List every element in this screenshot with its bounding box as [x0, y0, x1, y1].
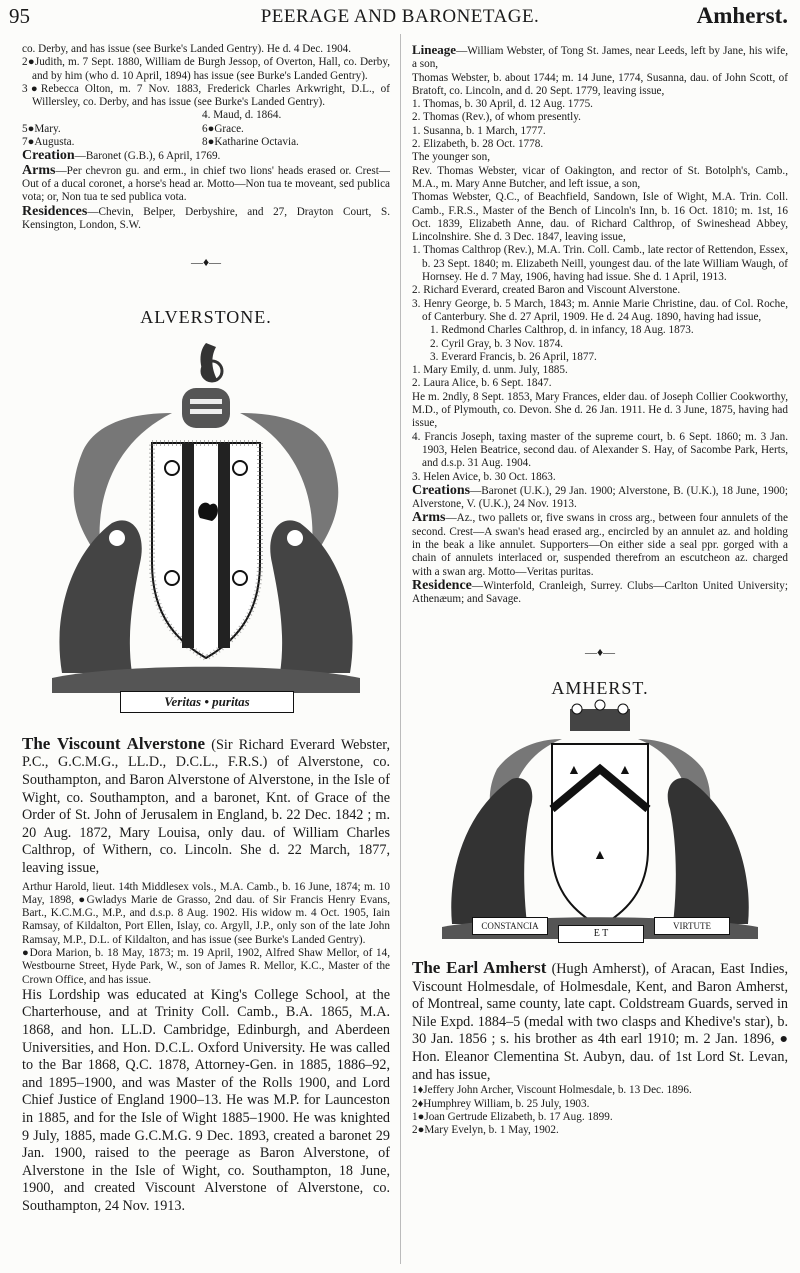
motto-scroll-center: [558, 925, 644, 943]
issue-entry: 1. Thomas, b. 30 April, d. 12 Aug. 1775.: [412, 98, 593, 111]
creations-line: [412, 484, 788, 512]
arms-label: Arms: [22, 162, 56, 178]
earl-name: The Earl Amherst: [412, 958, 547, 978]
issue-entry: 5●Mary.: [22, 122, 61, 135]
grandchild-entry: 2. Cyril Gray, b. 3 Nov. 1874.: [430, 337, 564, 350]
motto-scroll-left: [472, 917, 548, 935]
arms-line: [22, 164, 390, 205]
issue-entry: 6●Grace.: [202, 122, 244, 135]
intro-text: co. Derby, and has issue (see Burke's Landed Gentry). He d. 4 Dec. 1904.: [22, 43, 352, 55]
lineage-paragraph: Thomas Webster, Q.C., of Beachfield, Sandown, Isle of Wight, M.A. Trin. Coll. Camb., F.R.S., Master of the Bench of Lincoln's Inn, b. 16 Oct. 1810; m. 1st, 16 Oct. 1839, Elizabeth Anne, dau. of Richard Calthrop, of Swineshead Abbey, Lincolnshire. She d. 3 Dec. 1847, leaving issue,: [412, 191, 788, 244]
issue-entry: 2. Laura Alice, b. 6 Sept. 1847.: [412, 377, 552, 390]
earl-text: (Hugh Amherst), of Aracan, East Indies, Viscount Holmesdale, of Holmesdale, Kent, and Baron Amherst, of Montreal, same county, late capt. Coldstream Guards, served in Nile Expd. 1884–5 (medal with two clasps and Khedive's star), b. 30 Jan. 1856 ; s. his brother as 4th earl 1910; m. 2 Jan. 1896, ● Hon. Eleanor Clementina St. Aubyn, dau. of 1st Lord St. Levan, and has issue,: [412, 961, 788, 1083]
arms-text: —Per chevron gu. and erm., in chief two lions' heads erased or. Crest—Out of a ducal coronet, a horse's head ar. Motto—Non tua te moveant, sed publica vota; or, Non tua te sed publica vota.: [22, 164, 390, 204]
issue-entry: 1. Thomas Calthrop (Rev.), M.A. Trin. Coll. Camb., late rector of Rettendon, Essex, b. 23 Sept. 1840; m. Elizabeth Neill, youngest dau. of the late William Waugh, of Hornsey. He d. 7 May, 1906, having had issue. She d. 1 April, 1913.: [412, 244, 788, 284]
arms-label: Arms: [412, 510, 446, 526]
issue-entry: 2●Mary Evelyn, b. 1 May, 1902.: [412, 1124, 559, 1137]
coat-of-arms-image: [412, 699, 788, 959]
residences-line: [22, 205, 390, 233]
creations-text: —Baronet (U.K.), 29 Jan. 1900; Alverstone, B. (U.K.), 18 June, 1900; Alverstone, V. (U.K.), 24 Nov. 1913.: [412, 484, 788, 511]
motto-left-text: CONSTANCIA: [481, 921, 539, 932]
issue-entry: 1♦Jeffery John Archer, Viscount Holmesdale, b. 13 Dec. 1896.: [412, 1084, 692, 1097]
lineage-paragraph: He m. 2ndly, 8 Sept. 1853, Mary Frances, elder dau. of Joseph Collier Cookworthy, M.D., of Plymouth, co. Devon. She d. 26 Jan. 1911. He d. 3 June, 1875, having had issue,: [412, 390, 788, 430]
section-separator: —♦—: [584, 645, 616, 660]
viscount-name: The Viscount Alverstone: [22, 733, 205, 753]
issue-entry: 2. Richard Everard, created Baron and Viscount Alverstone.: [412, 284, 681, 297]
residence-label: Residence: [412, 577, 472, 593]
right-column: [412, 43, 788, 1137]
motto-right-text: VIRTUTE: [673, 921, 711, 932]
issue-entry: 4. Maud, d. 1864.: [202, 109, 282, 122]
lineage-paragraph: Thomas Webster, b. about 1744; m. 14 June, 1774, Susanna, dau. of John Scott, of Bratoft, co. Lincoln, and d. 20 Sept. 1779, leaving issue,: [412, 71, 788, 97]
issue-entry: 1. Susanna, b. 1 March, 1777.: [412, 124, 546, 137]
lineage-text: —William Webster, of Tong St. James, near Leeds, left by Jane, his wife, a son,: [412, 45, 788, 71]
creation-text: —Baronet (G.B.), 6 April, 1769.: [74, 150, 221, 163]
running-head: PEERAGE AND BARONETAGE.: [260, 6, 540, 27]
lineage-line: [412, 43, 788, 72]
issue-entry: 3. Henry George, b. 5 March, 1843; m. Annie Marie Christine, dau. of Col. Roche, of Canterbury. She d. 27 April, 1909. He d. 24 Aug. 1890, having had issue,: [412, 297, 788, 323]
issue-entry: Arthur Harold, lieut. 14th Middlesex vols., M.A. Camb., b. 16 June, 1874; m. 10 May, 1898, ●Gwladys Marie de Grasso, 2nd dau. of Sir Francis Henry Evans, Bart., K.C.M.G., M.P., and d.s.p. 8 Aug. 1902. His widow m. 4 Oct. 1905, Iain Ramsay, of Kildalton, Port Ellen, Islay, co. Argyll, J.P., only son of the late John Ramsay, M.P., D.L. of Kildalton, and has issue (see Burke's Landed Gentry).: [22, 880, 390, 946]
creation-label: Creation: [22, 148, 75, 164]
column-divider: [400, 34, 401, 1264]
section-title-amherst: AMHERST.: [551, 677, 649, 698]
creations-label: Creations: [412, 482, 471, 498]
alverstone-coat-of-arms: [22, 333, 390, 733]
viscount-text: (Sir Richard Everard Webster, P.C., G.C.M.G., LL.D., D.C.L., F.R.S.) of Alverstone, co. Southampton, and Baron Alverstone of Alverstone, in the Isle of Wight, co. Southampton, and a baronet, Knt. of Grace of the Order of St. John of Jerusalem in England, b. 22 Dec. 1842 ; m. 20 Aug. 1872, Mary Louisa, only dau. of William Charles Calthrop, of Withern, co. Lincoln. She d. 22 March, 1877, leaving issue,: [22, 736, 390, 876]
issue-entry: 4. Francis Joseph, taxing master of the supreme court, b. 6 Sept. 1860; m. 3 Jan. 1903, Helen Beatrice, second dau. of Alexander S. Hay, of Sacombe Park, Herts, and d.s.p. 31 Aug. 1904.: [412, 430, 788, 470]
lineage-paragraph: Rev. Thomas Webster, vicar of Oakington, and rector of St. Botolph's, Camb., M.A., m. Mary Anne Butcher, and left issue, a son,: [412, 164, 788, 190]
page-number: 95: [9, 4, 30, 28]
short-issue-grid: [22, 109, 390, 149]
issue-entry: 1. Mary Emily, d. unm. July, 1885.: [412, 364, 568, 377]
grandchild-entry: 1. Redmond Charles Calthrop, d. in infancy, 18 Aug. 1873.: [430, 324, 694, 337]
section-title-alverstone: ALVERSTONE.: [140, 307, 272, 328]
motto-text: Veritas • puritas: [164, 693, 250, 709]
issue-entry: 8●Katharine Octavia.: [202, 136, 299, 149]
arms-line: [412, 511, 788, 578]
issue-entry: 2♦Humphrey William, b. 25 July, 1903.: [412, 1097, 590, 1110]
education-text: His Lordship was educated at King's College School, at the Charterhouse, and at Trinity Coll. Camb., B.A. 1865, M.A. 1868, and hon. LL.D. Cambridge, Edinburgh, and Aberdeen Universities, and Hon. D.C.L. Oxford University. He was called to the Bar 1868, Q.C. 1878, Attorney-Gen. in 1885, 1886–92, and 1895–1900, and was Master of the Rolls 1900, and Lord Chief Justice of England 1900–13. He was M.P. for Launceston in 1885, and for the Isle of Wight 1885–1900. He was knighted 9 July, 1885, made G.C.M.G. 9 Dec. 1893, created a baronet 29 Jan. 1900, raised to the peerage as Baron Alverstone, of Alverstone in the Isle of Wight, co. Southampton, 18 June, 1900, and created Viscount Alverstone of Alverstone, co. Southampton, 24 Nov. 1913.: [22, 986, 390, 1214]
coat-of-arms-image: [22, 333, 390, 733]
issue-entry: 2●Judith, m. 7 Sept. 1880, William de Burgh Jessop, of Overton, Hall, co. Derby, and by him (who d. 10 April, 1894) has issue (see Burke's Landed Gentry).: [22, 56, 390, 82]
viscount-entry: [22, 735, 390, 878]
amherst-coat-of-arms: [412, 699, 788, 959]
residence-line: [412, 579, 788, 607]
issue-entry: ●Dora Marion, b. 18 May, 1873; m. 19 April, 1902, Alfred Shaw Mellor, of 14, Westbourne Street, Hyde Park, W., son of James R. Mellor, K.C., Master of the Crown Office, and has issue.: [22, 946, 390, 986]
section-separator: —♦—: [190, 255, 222, 270]
issue-entry: 2. Thomas (Rev.), of whom presently.: [412, 111, 581, 124]
lineage-paragraph: The younger son,: [412, 151, 490, 164]
issue-entry: 1●Joan Gertrude Elizabeth, b. 17 Aug. 1899.: [412, 1110, 613, 1123]
svg-text:▲: ▲: [618, 763, 632, 779]
earl-entry: [412, 959, 788, 1084]
motto-center-text: E T: [593, 928, 609, 940]
issue-entry: 7●Augusta.: [22, 136, 75, 149]
entry-name: Amherst.: [696, 3, 788, 28]
lineage-label: Lineage: [412, 42, 457, 57]
issue-entry: 2. Elizabeth, b. 28 Oct. 1778.: [412, 138, 544, 151]
issue-entry: 3. Helen Avice, b. 30 Oct. 1863.: [412, 470, 556, 483]
issue-entry: 3●Rebecca Olton, m. 7 Nov. 1883, Frederick Charles Arkwright, D.L., of Willersley, co. Derby, and has issue (see Burke's Landed Gentry).: [22, 82, 390, 109]
creation-line: [22, 149, 390, 163]
svg-text:▲: ▲: [567, 763, 581, 779]
motto-scroll-right: [654, 917, 730, 935]
residence-text: —Winterfold, Cranleigh, Surrey. Clubs—Carlton United University; Athenæum; and Savage.: [412, 579, 788, 606]
grandchild-entry: 3. Everard Francis, b. 26 April, 1877.: [430, 350, 597, 363]
residences-text: —Chevin, Belper, Derbyshire, and 27, Drayton Court, S. Kensington, London, S.W.: [22, 205, 390, 231]
left-column: [22, 43, 390, 1216]
arms-text: —Az., two pallets or, five swans in cross arg., between four annulets of the second. Crest—A swan's head erased arg., encircled by an annulet az. and holding in the beak a like annulet. Supporters—On either side a seal ppr. gorged with a chain of annulets interlaced or, suspended therefrom an escutcheon az. charged with a swan arg. Motto—Veritas puritas.: [412, 512, 788, 578]
page-header: [0, 0, 800, 34]
residences-label: Residences: [22, 203, 88, 219]
svg-text:▲: ▲: [593, 848, 607, 864]
motto-scroll: [120, 691, 294, 713]
